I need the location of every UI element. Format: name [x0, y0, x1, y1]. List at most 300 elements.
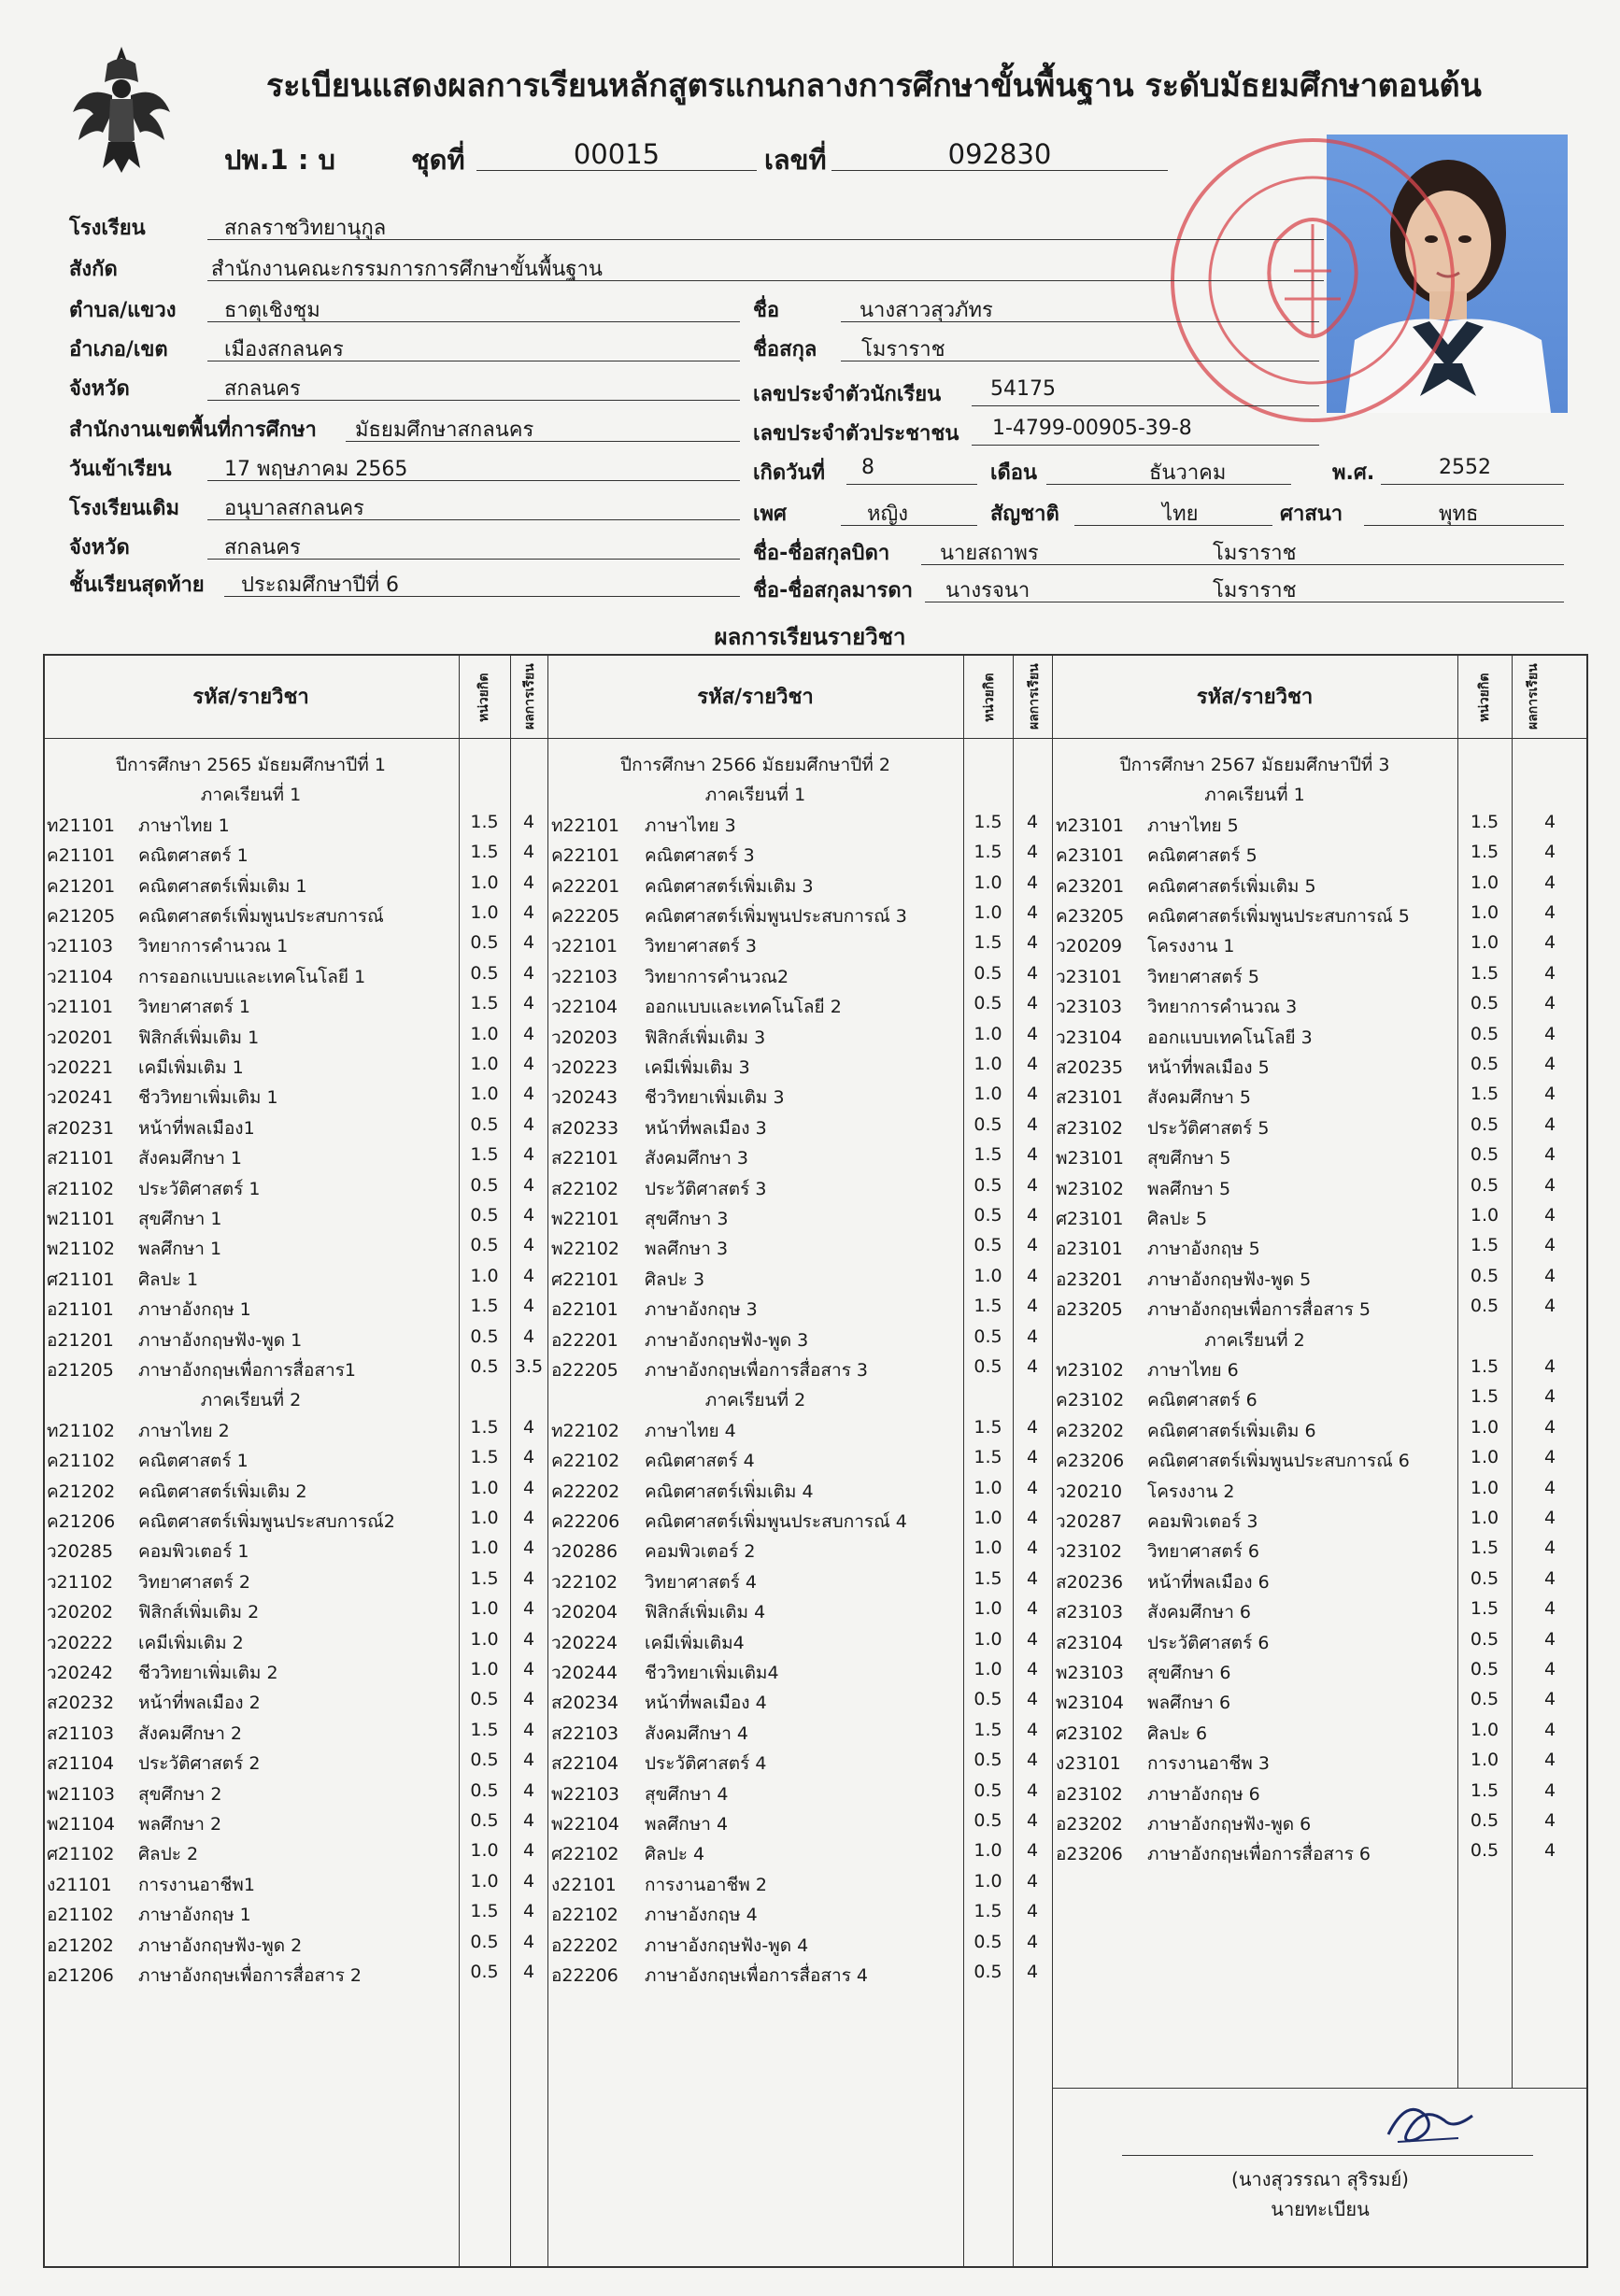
course-name: ประวัติศาสตร์ 2: [138, 1753, 261, 1775]
course-credit: 1.0: [973, 1840, 1002, 1862]
course-code: ส23104: [1056, 1632, 1124, 1653]
course-name: วิทยาศาสตร์ 4: [645, 1571, 757, 1593]
prev-province-underline: [207, 559, 740, 560]
affiliation-value: สำนักงานคณะกรรมการการศึกษาขั้นพื้นฐาน: [211, 258, 603, 281]
birth-day-label: เกิดวันที่: [753, 461, 826, 485]
course-name: ภาษาไทย 3: [645, 815, 736, 836]
course-code: ศ21101: [47, 1268, 115, 1290]
firstname-value: นางสาวสุวภัทร: [860, 299, 993, 322]
affiliation-underline: [207, 280, 1324, 281]
course-code: พ23101: [1056, 1148, 1124, 1169]
course-name: ภาษาอังกฤษฟัง-พูด 4: [645, 1935, 809, 1956]
course-name: คณิตศาสตร์เพิ่มพูนประสบการณ์ 3: [645, 906, 907, 927]
course-grade: 4: [1026, 1689, 1039, 1710]
course-code: ส21103: [47, 1722, 115, 1744]
course-code: ค23202: [1056, 1420, 1125, 1441]
course-credit: 1.0: [1470, 872, 1499, 893]
course-name: สังคมศึกษา 5: [1147, 1087, 1251, 1109]
prev-province-label: จังหวัด: [69, 536, 130, 560]
course-code: ว20203: [551, 1027, 618, 1048]
term-title: ภาคเรียนที่ 2: [704, 1390, 806, 1411]
course-code: พ21101: [47, 1209, 115, 1229]
course-grade: 4: [1026, 1447, 1039, 1468]
course-name: เคมีเพิ่มเติม 3: [645, 1057, 750, 1078]
garuda-emblem-icon: [65, 37, 178, 177]
course-name: ศิลปะ 4: [645, 1844, 705, 1865]
course-grade: 4: [1026, 1416, 1039, 1438]
course-name: สุขศึกษา 3: [645, 1209, 729, 1229]
course-code: อ23205: [1056, 1299, 1123, 1321]
course-code: ศ22102: [551, 1844, 619, 1865]
course-code: ส23102: [1056, 1117, 1124, 1139]
course-grade: 4: [1026, 1870, 1039, 1892]
course-grade: 4: [1026, 1174, 1039, 1196]
course-grade: 4: [1026, 1628, 1039, 1650]
course-code: ว23103: [1056, 997, 1123, 1018]
nationality-underline: [1074, 525, 1272, 526]
course-code: อ22201: [551, 1329, 618, 1351]
course-code: อ21205: [47, 1360, 114, 1381]
course-credit: 0.5: [973, 1750, 1002, 1771]
course-grade: 3.5: [514, 1356, 544, 1377]
subdistrict-value: ธาตุเชิงชุม: [224, 299, 320, 322]
course-code: ท23101: [1056, 815, 1124, 836]
course-credit: 1.5: [973, 1567, 1002, 1589]
course-name: ประวัติศาสตร์ 6: [1147, 1632, 1270, 1653]
course-name: โครงงาน 2: [1147, 1481, 1235, 1502]
course-name: คณิตศาสตร์เพิ่มเติม 2: [138, 1481, 307, 1502]
course-credit: 0.5: [470, 932, 499, 954]
course-name: ประวัติศาสตร์ 3: [645, 1178, 767, 1199]
student-photo: [1327, 135, 1568, 413]
area-office-value: มัธยมศึกษาสกลนคร: [355, 418, 534, 442]
course-code: ว21104: [47, 966, 114, 987]
course-grade: 4: [1543, 1296, 1556, 1317]
course-grade: 4: [1026, 993, 1039, 1014]
course-grade: 4: [1026, 811, 1039, 832]
course-name: วิทยาการคำนวณ 1: [138, 936, 289, 957]
course-credit: 0.5: [973, 993, 1002, 1014]
course-code: ค23101: [1056, 845, 1125, 867]
course-credit: 1.0: [470, 1598, 499, 1620]
course-name: หน้าที่พลเมือง 2: [138, 1693, 261, 1714]
course-grade: 4: [1543, 1113, 1556, 1135]
course-grade: 4: [522, 962, 535, 984]
registrar-signature-area: [1052, 2088, 1588, 2268]
course-name: ศิลปะ 5: [1147, 1209, 1208, 1229]
birth-month-underline: [1046, 484, 1291, 485]
year-title: ปีการศึกษา 2567 มัธยมศึกษาปีที่ 3: [1119, 755, 1390, 775]
course-grade: 4: [522, 1174, 535, 1196]
course-name: ภาษาอังกฤษ 1: [138, 1299, 251, 1321]
course-grade: 4: [522, 1084, 535, 1105]
course-credit: 0.5: [973, 1325, 1002, 1347]
course-grade: 4: [522, 1538, 535, 1559]
course-name: สุขศึกษา 6: [1147, 1663, 1231, 1683]
course-name: ประวัติศาสตร์ 1: [138, 1178, 261, 1199]
lastname-value: โมราราช: [861, 338, 945, 361]
course-name: พลศึกษา 4: [645, 1814, 729, 1835]
course-name: สังคมศึกษา 3: [645, 1148, 748, 1169]
course-credit: 1.0: [1470, 1719, 1499, 1740]
course-credit: 0.5: [470, 1325, 499, 1347]
course-code: พ23102: [1056, 1178, 1124, 1199]
course-credit: 1.0: [1470, 1205, 1499, 1226]
course-grade: 4: [1026, 1538, 1039, 1559]
course-grade: 4: [1543, 1567, 1556, 1589]
course-grade: 4: [1543, 1810, 1556, 1831]
course-code: ส20231: [47, 1117, 115, 1139]
course-code: ว22104: [551, 997, 618, 1018]
course-code: ว22103: [551, 966, 618, 987]
course-credit: 1.0: [973, 1628, 1002, 1650]
course-grade: 4: [522, 1689, 535, 1710]
religion-value: พุทธ: [1439, 503, 1479, 526]
course-name: ออกแบบเทคโนโลยี 3: [1147, 1027, 1313, 1048]
course-name: ออกแบบและเทคโนโลยี 2: [645, 997, 842, 1018]
course-code: ว22102: [551, 1571, 618, 1593]
course-name: ภาษาไทย 2: [138, 1420, 230, 1441]
course-credit: 1.0: [973, 1598, 1002, 1620]
course-code: ค23102: [1056, 1390, 1125, 1411]
entry-date-label: วันเข้าเรียน: [69, 458, 172, 481]
course-name: ภาษาอังกฤษ 6: [1147, 1783, 1260, 1805]
course-name: คณิตศาสตร์เพิ่มพูนประสบการณ์ 4: [645, 1511, 907, 1532]
registrar-role: นายทะเบียน: [1271, 2198, 1370, 2220]
religion-underline: [1364, 525, 1564, 526]
course-grade: 4: [1543, 1779, 1556, 1801]
course-grade: 4: [1543, 1447, 1556, 1468]
course-name: พลศึกษา 6: [1147, 1693, 1231, 1714]
course-name: ภาษาอังกฤษฟัง-พูด 6: [1147, 1814, 1312, 1835]
course-credit: 1.0: [973, 1265, 1002, 1286]
course-grade: 4: [1026, 1810, 1039, 1831]
birth-day-value: 8: [861, 456, 874, 479]
course-credit: 1.5: [470, 842, 499, 863]
course-grade: 4: [1543, 1719, 1556, 1740]
school-value: สกลราชวิทยานุกูล: [224, 217, 387, 240]
firstname-label: ชื่อ: [753, 299, 780, 322]
course-credit: 0.5: [1470, 1567, 1499, 1589]
course-credit: 1.0: [973, 1477, 1002, 1498]
course-code: ง21101: [47, 1874, 112, 1895]
col-divider: [1052, 654, 1053, 2268]
course-name: พลศึกษา 1: [138, 1239, 222, 1260]
course-name: คณิตศาสตร์เพิ่มเติม 3: [645, 875, 814, 897]
course-credit: 1.5: [470, 1901, 499, 1922]
course-name: ศิลปะ 3: [645, 1268, 705, 1290]
course-credit: 0.5: [973, 962, 1002, 984]
course-credit: 1.5: [470, 811, 499, 832]
course-code: อ22101: [551, 1299, 618, 1321]
course-code: พ22102: [551, 1239, 619, 1260]
nationality-label: สัญชาติ: [990, 503, 1059, 526]
course-credit: 0.5: [973, 1931, 1002, 1952]
course-code: ว23104: [1056, 1027, 1123, 1048]
course-code: ว23102: [1056, 1541, 1123, 1563]
course-code: อ21201: [47, 1329, 114, 1351]
course-name: ภาษาอังกฤษ 5: [1147, 1239, 1260, 1260]
birth-month-label: เดือน: [990, 461, 1038, 485]
course-grade: 4: [1026, 1779, 1039, 1801]
course-code: ว20221: [47, 1057, 114, 1078]
term-title: ภาคเรียนที่ 2: [1204, 1329, 1305, 1351]
course-name: ภาษาไทย 5: [1147, 815, 1239, 836]
course-grade: 4: [522, 1870, 535, 1892]
course-name: ชีววิทยาเพิ่มเติม 1: [138, 1087, 278, 1109]
course-name: คณิตศาสตร์เพิ่มเติม 1: [138, 875, 307, 897]
course-name: ชีววิทยาเพิ่มเติม 2: [138, 1663, 278, 1683]
course-grade: 4: [522, 1931, 535, 1952]
course-name: คณิตศาสตร์ 1: [138, 845, 249, 867]
course-credit: 0.5: [1470, 1174, 1499, 1196]
course-credit: 0.5: [470, 1113, 499, 1135]
course-credit: 1.0: [1470, 932, 1499, 954]
course-name: โครงงาน 1: [1147, 936, 1235, 957]
province-underline: [207, 400, 740, 401]
term-title: ภาคเรียนที่ 2: [200, 1390, 302, 1411]
course-grade: 4: [1543, 1235, 1556, 1256]
course-grade: 4: [522, 1659, 535, 1679]
course-name: การออกแบบและเทคโนโลยี 1: [138, 966, 366, 987]
course-code: ศ21102: [47, 1844, 115, 1865]
course-code: ว20285: [47, 1541, 114, 1563]
course-name: วิทยาศาสตร์ 2: [138, 1571, 250, 1593]
course-code: ส20232: [47, 1693, 115, 1714]
national-id-value: 1-4799-00905-39-8: [992, 417, 1192, 440]
gender-label: เพศ: [753, 503, 787, 526]
course-name: คณิตศาสตร์เพิ่มเติม 5: [1147, 875, 1316, 897]
course-credit: 1.5: [1470, 1356, 1499, 1377]
course-code: ค21102: [47, 1451, 116, 1472]
course-credit: 0.5: [1470, 1628, 1499, 1650]
province-value: สกลนคร: [224, 377, 301, 401]
course-credit: 1.0: [470, 1084, 499, 1105]
course-code: อ22102: [551, 1905, 618, 1926]
col-header-credit: หน่วยกิต: [1477, 673, 1492, 723]
course-name: พลศึกษา 3: [645, 1239, 729, 1260]
course-grade: 4: [1543, 1840, 1556, 1862]
course-credit: 1.5: [973, 932, 1002, 954]
set-number: 00015: [476, 138, 757, 171]
course-name: คณิตศาสตร์เพิ่มพูนประสบการณ์: [138, 906, 384, 927]
course-name: ภาษาอังกฤษเพื่อการสื่อสาร 6: [1147, 1844, 1371, 1865]
course-grade: 4: [1026, 1719, 1039, 1740]
gender-underline: [841, 525, 977, 526]
course-credit: 0.5: [1470, 1023, 1499, 1044]
prev-school-value: อนุบาลสกลนคร: [224, 497, 364, 520]
course-grade: 4: [1543, 932, 1556, 954]
father-label: ชื่อ-ชื่อสกุลบิดา: [753, 542, 890, 565]
course-name: เคมีเพิ่มเติม 2: [138, 1632, 244, 1653]
course-credit: 0.5: [973, 1113, 1002, 1135]
course-grade: 4: [1543, 1023, 1556, 1044]
prev-province-value: สกลนคร: [224, 536, 301, 560]
course-grade: 4: [1543, 1659, 1556, 1679]
course-credit: 1.5: [973, 1416, 1002, 1438]
student-id-value: 54175: [990, 377, 1056, 401]
course-grade: 4: [522, 1840, 535, 1862]
course-grade: 4: [1026, 1567, 1039, 1589]
course-credit: 1.5: [1470, 1386, 1499, 1408]
course-grade: 4: [522, 842, 535, 863]
course-name: วิทยาศาสตร์ 6: [1147, 1541, 1259, 1563]
course-grade: 4: [522, 1144, 535, 1166]
father-last-name: โมราราช: [1213, 542, 1297, 565]
course-code: ว20287: [1056, 1511, 1123, 1532]
course-code: พ23103: [1056, 1663, 1124, 1683]
course-grade: 4: [1543, 1174, 1556, 1196]
course-grade: 4: [522, 1810, 535, 1831]
course-name: คณิตศาสตร์ 6: [1147, 1390, 1258, 1411]
entry-date-value: 17 พฤษภาคม 2565: [224, 458, 408, 481]
course-code: ว20242: [47, 1663, 114, 1683]
course-grade: 4: [522, 1750, 535, 1771]
course-credit: 1.5: [1470, 1084, 1499, 1105]
col-header-subject: รหัส/รายวิชา: [697, 686, 814, 709]
course-credit: 0.5: [973, 1205, 1002, 1226]
course-name: สังคมศึกษา 6: [1147, 1602, 1251, 1623]
course-name: พลศึกษา 2: [138, 1814, 222, 1835]
course-grade: 4: [1026, 1023, 1039, 1044]
course-code: ศ23101: [1056, 1209, 1124, 1229]
course-credit: 1.5: [1470, 1538, 1499, 1559]
course-credit: 1.5: [973, 1296, 1002, 1317]
course-credit: 1.5: [973, 842, 1002, 863]
student-id-label: เลขประจำตัวนักเรียน: [753, 383, 942, 406]
course-grade: 4: [522, 993, 535, 1014]
course-name: สุขศึกษา 4: [645, 1783, 729, 1805]
course-grade: 4: [522, 1567, 535, 1589]
course-credit: 0.5: [470, 1205, 499, 1226]
course-credit: 1.0: [470, 1023, 499, 1044]
subdistrict-underline: [207, 321, 740, 322]
course-name: วิทยาการคำนวณ 3: [1147, 997, 1298, 1018]
student-id-underline: [972, 405, 1319, 406]
nationality-value: ไทย: [1162, 503, 1199, 526]
course-grade: 4: [522, 932, 535, 954]
course-grade: 4: [1026, 1205, 1039, 1226]
course-grade: 4: [1026, 1235, 1039, 1256]
school-label: โรงเรียน: [69, 217, 146, 240]
course-name: คณิตศาสตร์เพิ่มเติม 4: [645, 1481, 814, 1502]
course-credit: 1.5: [973, 1719, 1002, 1740]
course-name: สังคมศึกษา 1: [138, 1148, 242, 1169]
birth-day-underline: [846, 484, 977, 485]
course-grade: 4: [522, 1235, 535, 1256]
course-name: ภาษาอังกฤษฟัง-พูด 3: [645, 1329, 809, 1351]
course-name: ศิลปะ 2: [138, 1844, 199, 1865]
set-label: ชุดที่: [411, 144, 465, 176]
course-credit: 0.5: [470, 1750, 499, 1771]
course-code: พ22104: [551, 1814, 619, 1835]
course-credit: 1.0: [973, 1054, 1002, 1074]
course-grade: 4: [522, 1628, 535, 1650]
col-header-credit: หน่วยกิต: [982, 673, 997, 723]
course-credit: 1.5: [470, 1144, 499, 1166]
course-name: วิทยาการคำนวณ2: [645, 966, 789, 987]
course-name: คณิตศาสตร์เพิ่มพูนประสบการณ์ 6: [1147, 1451, 1410, 1472]
course-name: ภาษาไทย 4: [645, 1420, 736, 1441]
course-name: วิทยาศาสตร์ 3: [645, 936, 757, 957]
course-name: ฟิสิกส์เพิ่มเติม 3: [645, 1027, 766, 1048]
course-name: คอมพิวเตอร์ 2: [645, 1541, 756, 1563]
course-name: วิทยาศาสตร์ 5: [1147, 966, 1259, 987]
term-title: ภาคเรียนที่ 1: [200, 785, 302, 806]
course-credit: 1.0: [1470, 902, 1499, 923]
course-credit: 1.5: [470, 1719, 499, 1740]
course-code: อ23206: [1056, 1844, 1123, 1865]
col-header-credit: หน่วยกิต: [476, 673, 491, 723]
course-code: ค21201: [47, 875, 116, 897]
course-code: ว20224: [551, 1632, 618, 1653]
course-grade: 4: [1026, 902, 1039, 923]
birth-month-value: ธันวาคม: [1149, 461, 1227, 485]
course-code: ว20241: [47, 1087, 114, 1109]
course-credit: 1.5: [1470, 1779, 1499, 1801]
course-name: ภาษาอังกฤษ 4: [645, 1905, 758, 1926]
last-grade-underline: [224, 596, 740, 597]
course-grade: 4: [522, 1113, 535, 1135]
course-name: ภาษาอังกฤษเพื่อการสื่อสาร 2: [138, 1965, 362, 1986]
course-credit: 1.0: [1470, 1750, 1499, 1771]
course-grade: 4: [1026, 1113, 1039, 1135]
course-credit: 1.5: [470, 1567, 499, 1589]
course-code: ท22102: [551, 1420, 619, 1441]
course-grade: 4: [1026, 1901, 1039, 1922]
course-grade: 4: [522, 1054, 535, 1074]
form-code: ปพ.1 : บ: [224, 144, 335, 176]
course-name: หน้าที่พลเมือง1: [138, 1117, 255, 1139]
course-grade: 4: [1543, 1356, 1556, 1377]
district-label: อำเภอ/เขต: [69, 338, 168, 361]
course-grade: 4: [1026, 1962, 1039, 1982]
prev-school-label: โรงเรียนเดิม: [69, 497, 179, 520]
course-grade: 4: [1026, 1356, 1039, 1377]
course-code: ว21102: [47, 1571, 114, 1593]
course-credit: 0.5: [470, 1810, 499, 1831]
course-grade: 4: [1543, 1386, 1556, 1408]
course-credit: 0.5: [973, 1962, 1002, 1982]
course-code: ว21101: [47, 997, 114, 1018]
affiliation-label: สังกัด: [69, 258, 118, 281]
course-code: ส22104: [551, 1753, 619, 1775]
course-name: ศิลปะ 1: [138, 1268, 199, 1290]
course-code: ท21101: [47, 815, 115, 836]
course-code: ท21102: [47, 1420, 115, 1441]
course-code: ศ23102: [1056, 1722, 1124, 1744]
course-credit: 1.0: [470, 1870, 499, 1892]
course-code: ค21202: [47, 1481, 116, 1502]
course-credit: 0.5: [1470, 993, 1499, 1014]
course-grade: 4: [522, 1265, 535, 1286]
course-credit: 1.0: [1470, 1416, 1499, 1438]
course-credit: 1.0: [470, 872, 499, 893]
course-credit: 1.5: [470, 1296, 499, 1317]
course-code: ว20210: [1056, 1481, 1123, 1502]
course-code: ท23102: [1056, 1360, 1124, 1381]
firstname-underline: [841, 321, 1319, 322]
course-credit: 1.0: [973, 1538, 1002, 1559]
course-credit: 0.5: [470, 1962, 499, 1982]
course-name: ภาษาอังกฤษฟัง-พูด 5: [1147, 1268, 1312, 1290]
course-name: คณิตศาสตร์ 1: [138, 1451, 249, 1472]
course-grade: 4: [1543, 1750, 1556, 1771]
course-grade: 4: [522, 1477, 535, 1498]
course-credit: 0.5: [973, 1235, 1002, 1256]
course-grade: 4: [1543, 902, 1556, 923]
birth-year-underline: [1381, 484, 1564, 485]
